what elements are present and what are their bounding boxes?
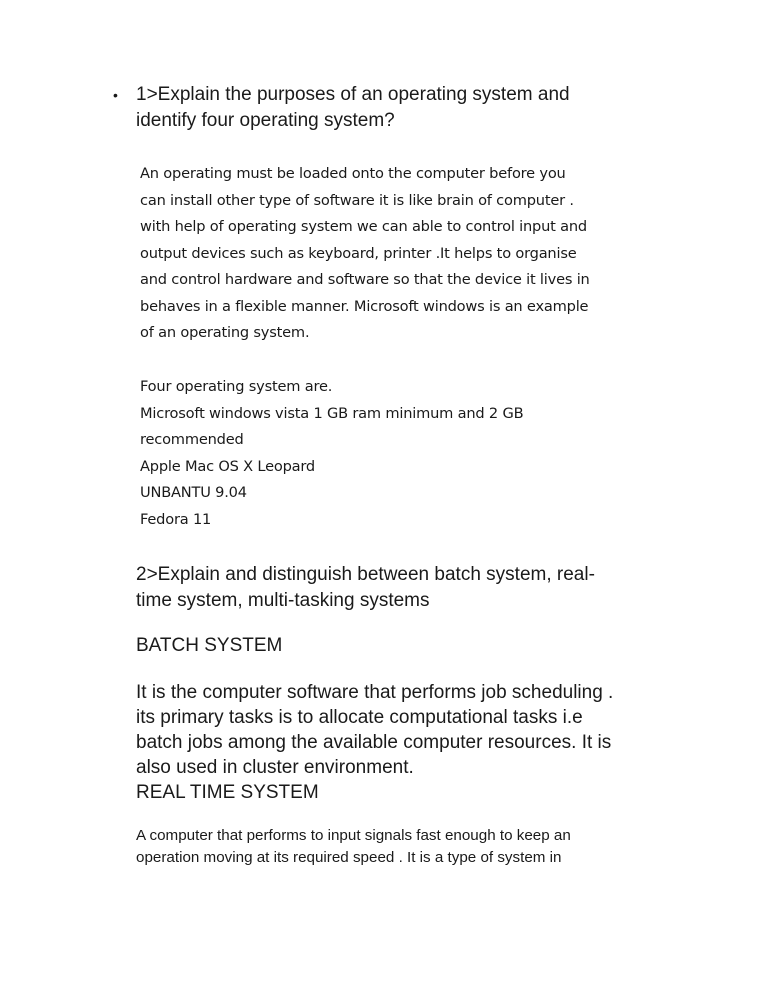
batch-system-heading: BATCH SYSTEM — [136, 635, 283, 656]
list-intro: Four operating system are. — [140, 378, 333, 395]
real-time-system-heading: REAL TIME SYSTEM — [136, 782, 319, 803]
question-1-line-1: 1>Explain the purposes of an operating system and — [136, 84, 570, 105]
real-time-system-paragraph — [136, 825, 656, 869]
paragraph-line: output devices such as keyboard, printer .It helps to organise — [140, 244, 577, 262]
paragraph-line: and control hardware and software so that the device it lives in — [140, 271, 590, 288]
list-item-continued: recommended — [140, 431, 244, 448]
question-2-heading — [136, 562, 656, 614]
operating-systems-list — [140, 374, 640, 533]
bullet-icon: • — [113, 87, 118, 103]
list-item: UNBANTU 9.04 — [140, 484, 247, 501]
question-1-heading — [113, 82, 653, 134]
list-item: Fedora 11 — [140, 510, 212, 528]
list-item: Apple Mac OS X Leopard — [140, 457, 316, 475]
paragraph-line: also used in cluster environment. — [136, 757, 414, 778]
paragraph-line: its primary tasks is to allocate computational tasks i.e — [136, 707, 583, 728]
paragraph-line: can install other type of software it is like brain of computer . — [140, 191, 574, 209]
paragraph-line: An operating must be loaded onto the computer before you — [140, 165, 566, 182]
answer-1-paragraph — [140, 161, 640, 347]
paragraph-line: A computer that performs to input signals fast enough to keep an — [136, 827, 571, 844]
paragraph-line: It is the computer software that performs job scheduling . — [136, 682, 614, 703]
paragraph-line: behaves in a flexible manner. Microsoft windows is an example — [140, 297, 589, 315]
paragraph-line: of an operating system. — [140, 324, 310, 341]
question-1-line-2: identify four operating system? — [136, 110, 395, 131]
paragraph-line: operation moving at its required speed . It is a type of system in — [136, 849, 562, 866]
list-item: Microsoft windows vista 1 GB ram minimum and 2 GB — [140, 404, 524, 422]
question-2-line-1: 2>Explain and distinguish between batch system, real- — [136, 564, 595, 585]
batch-system-paragraph — [136, 680, 656, 780]
paragraph-line: batch jobs among the available computer resources. It is — [136, 732, 612, 753]
paragraph-line: with help of operating system we can able to control input and — [140, 218, 587, 235]
question-2-line-2: time system, multi-tasking systems — [136, 590, 430, 611]
